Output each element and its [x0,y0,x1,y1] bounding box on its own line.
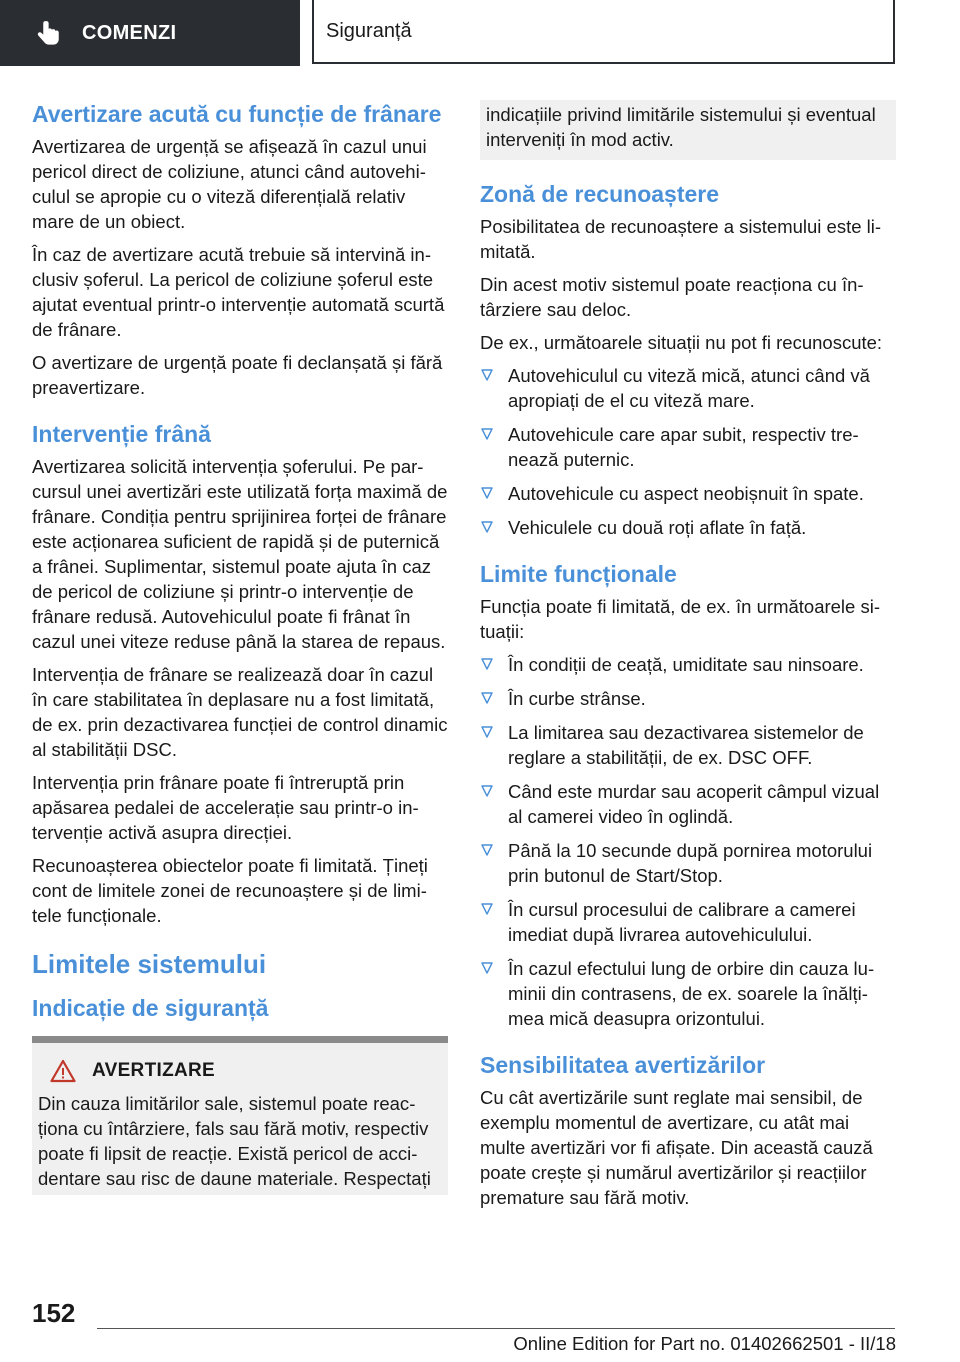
heading-brake-intervention: Intervenție frână [32,421,211,447]
heading-system-limits: Limitele sistemului [32,949,267,979]
list-item [480,422,896,472]
list-item [480,779,896,829]
bullet-triangle-icon [480,691,494,705]
bullet-triangle-icon [480,368,494,382]
functional-limits-list [480,652,896,1031]
bullet-triangle-icon [480,520,494,534]
list-item-text: Până la 10 secunde după pornirea motorului prin butonul de Start/Stop. [508,840,873,886]
warning-triangle-icon [50,1059,76,1083]
paragraph: Intervenția prin frânare poate fi întreruptă prin apăsarea pedalei de accelerație sau printr-o intervenție activă asupra direcției. [32,772,419,843]
bullet-triangle-icon [480,784,494,798]
list-item-text: La limitarea sau dezactivarea sistemelor de reglare a stabilității, de ex. DSC OFF. [508,722,864,768]
list-item [480,720,896,770]
list-item [480,363,896,413]
list-item [480,956,896,1031]
right-column [480,100,896,1218]
paragraph: Avertizarea solicită intervenția șoferului. Pe parcursul unei avertizări este utilizată forța maximă de frânare. Condiția pentru sprijinirea forței de frânare este acționarea suficient de rapidă și de puternică a frânei. Suplimentar, sistemul poate ajuta în caz de pericol de coliziune și printr-o intervenție de frânare redusă. Autovehiculul poate fi frânat în cazul unei viteze reduse până la starea de repaus. [32,456,448,652]
paragraph: Cu cât avertizările sunt reglate mai sensibil, de exemplu momentul de avertizare, cu atât mai multe avertizări vor fi afișate. Din această cauză poate crește și numărul avertizărilor și reacțiilor premature sau fără motiv. [480,1087,873,1208]
list-item [480,838,896,888]
heading-safety-note: Indicație de siguranță [32,995,269,1021]
list-item-text: Vehiculele cu două roți aflate în față. [508,517,807,538]
warning-title: AVERTIZARE [92,1060,215,1081]
bullet-triangle-icon [480,657,494,671]
detection-limits-list [480,363,896,540]
page-number: 152 [32,1298,76,1328]
heading-functional-limits: Limite funcționale [480,561,677,587]
list-item [480,897,896,947]
paragraph: De ex., următoarele situații nu pot fi recunoscute: [480,332,883,353]
list-item-text: Autovehiculul cu viteză mică, atunci când vă apropiați de el cu viteză mare. [508,365,870,411]
list-item-text: În condiții de ceață, umiditate sau ninsoare. [508,654,864,675]
list-item-text: În cazul efectului lung de orbire din cauza luminii din contrasens, de ex. soarele la înălțimea mică deasupra orizontului. [508,958,875,1029]
bullet-triangle-icon [480,486,494,500]
paragraph: O avertizare de urgență poate fi declanșată și fără preavertizare. [32,352,443,398]
section-tab-label: COMENZI [82,21,177,44]
warning-box-continued [480,100,896,160]
paragraph: În caz de avertizare acută trebuie să intervină inclusiv șoferul. La pericol de coliziune șoferul este ajutat eventual printr-o intervenție automată scurtă de frânare. [32,244,445,340]
paragraph: Din acest motiv sistemul poate reacționa cu întârziere sau deloc. [480,274,864,320]
list-item-text: Autovehicule cu aspect neobișnuit în spate. [508,483,864,504]
list-item-text: Când este murdar sau acoperit câmpul vizual al camerei video în oglindă. [508,781,880,827]
page-header [0,0,960,66]
list-item [480,481,896,506]
list-item [480,686,896,711]
paragraph: Recunoașterea obiectelor poate fi limitată. Țineți cont de limitele zonei de recunoaștere și de limitele funcționale. [32,855,428,926]
list-item-text: În cursul procesului de calibrare a camerei imediat după livrarea autovehiculului. [508,899,856,945]
heading-warning-sensitivity: Sensibilitatea avertizărilor [480,1052,766,1078]
bullet-triangle-icon [480,902,494,916]
list-item-text: Autovehicule care apar subit, respectiv trenează puternic. [508,424,859,470]
list-item [480,515,896,540]
warning-box [32,1036,448,1195]
heading-acute-warning: Avertizare acută cu funcție de frânare [32,101,442,127]
list-item [480,652,896,677]
paragraph: Posibilitatea de recunoaștere a sistemului este limitată. [480,216,882,262]
warning-text: Din cauza limitărilor sale, sistemul poate reacționa cu întârziere, fals sau fără motiv, respectiv poate fi lipsit de reacție. Există pericol de accidentare sau risc de daune materiale. Respectați [38,1093,431,1189]
bullet-triangle-icon [480,725,494,739]
paragraph: Avertizarea de urgență se afișează în cazul unui pericol direct de coliziune, atunci când autovehiculul se apropie cu o viteză diferențială relativ mare de un obiect. [32,136,427,232]
footer-divider [97,1328,895,1329]
paragraph: Intervenția de frânare se realizează doar în cazul în care stabilitatea în deplasare nu a fost limitată, de ex. prin dezactivarea funcției de control dinamic al stabilității DSC. [32,664,448,760]
paragraph: Funcția poate fi limitată, de ex. în următoarele situații: [480,596,881,642]
bullet-triangle-icon [480,843,494,857]
list-item-text: În curbe strânse. [508,688,646,709]
heading-detection-zone: Zonă de recunoaștere [480,181,720,207]
left-column [32,100,448,1195]
footer-edition: Online Edition for Part no. 01402662501 - II/18 [513,1333,896,1354]
section-tab-controls[interactable] [0,0,300,66]
bullet-triangle-icon [480,961,494,975]
hand-pointer-icon [34,18,64,48]
warning-text-continued: indicațiile privind limitările sistemului și eventual interveniți în mod activ. [486,104,876,150]
bullet-triangle-icon [480,427,494,441]
chapter-title: Siguranță [312,0,895,64]
